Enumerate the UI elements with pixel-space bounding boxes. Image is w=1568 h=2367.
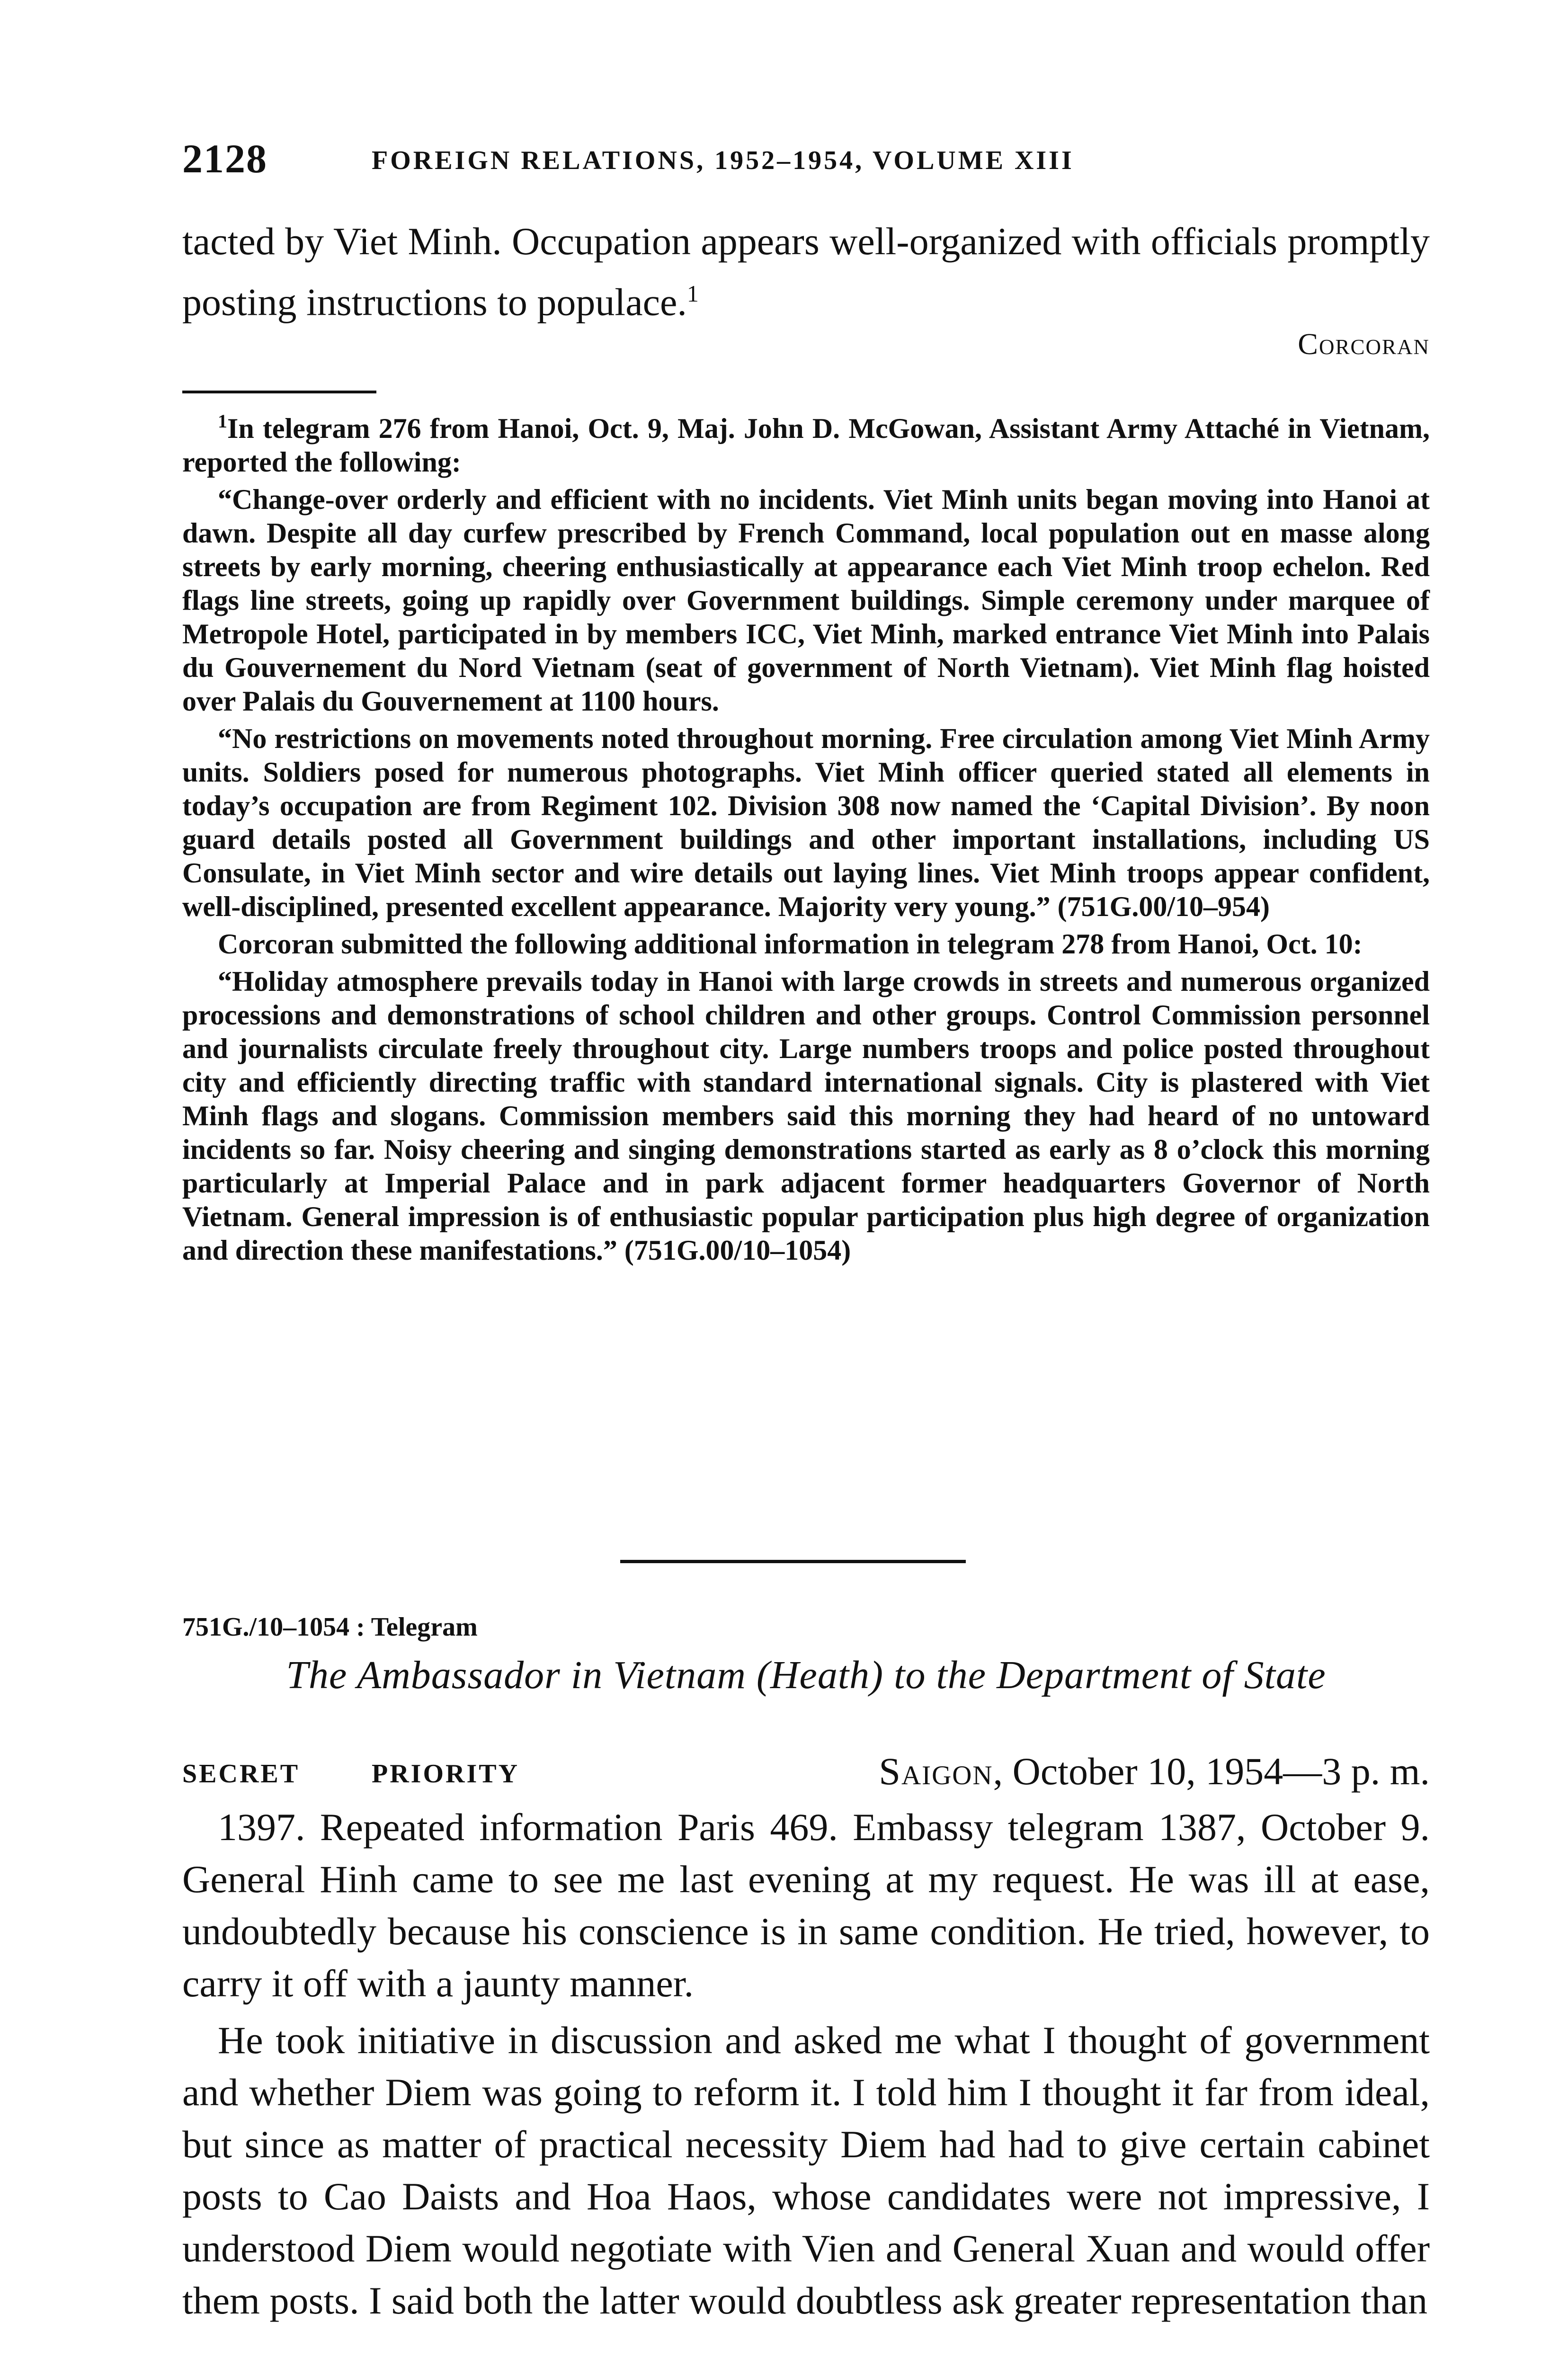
footnote-intro (182, 412, 1430, 479)
footnote-rule (182, 391, 376, 393)
running-header (182, 135, 1430, 187)
running-title: FOREIGN RELATIONS, 1952–1954, VOLUME XIII (372, 146, 1074, 175)
message-paragraph-1: 1397. Repeated information Paris 469. Embassy telegram 1387, October 9. General Hinh came to see me last evening at my request. He was ill at ease, undoubtedly because his conscience is in same condition. He tried, however, to carry it off with a jaunty manner. (182, 1806, 1430, 2005)
footnote-quote-1: “Change-over orderly and efficient with no incidents. Viet Minh units began moving into Hanoi at dawn. Despite all day curfew prescribed by French Command, local population out en masse along streets by early morning, cheering enthusiastically at appearance each Viet Minh troop echelon. Red flags line streets, going up rapidly over Government buildings. Simple ceremony under marquee of Metropole Hotel, participated in by members ICC, Viet Minh, marked entrance Viet Minh into Palais du Gouvernement du Nord Vietnam (seat of government of North Vietnam). Viet Minh flag hoisted over Palais du Gouvernement at 1100 hours. (182, 484, 1430, 717)
page-number: 2128 (182, 136, 267, 181)
precedence: PRIORITY (372, 1759, 520, 1789)
message-paragraph-2: He took initiative in discussion and asked me what I thought of government and whether Diem was going to reform it. I told him I thought it far from ideal, but since as matter of practical necessity Diem had had to give certain cabinet posts to Cao Daists and Hoa Haos, whose candidates were not impressive, I understood Diem would negotiate with Vien and General Xuan and would offer them posts. I said both the latter would doubtless ask greater representation than (182, 2019, 1430, 2322)
footnote-intro-text: In telegram 276 from Hanoi, Oct. 9, Maj. John D. McGowan, Assistant Army Attaché in Vietnam, reported the following: (182, 413, 1430, 478)
continued-text (182, 215, 1430, 328)
footnotes (182, 412, 1430, 1271)
message-body (182, 1801, 1430, 2331)
footnote-reference: 1 (686, 280, 699, 307)
dateline (879, 1749, 1430, 1794)
document-file-reference: 751G./10–1054 : Telegram (182, 1612, 478, 1642)
footnote-quote-3: “Holiday atmosphere prevails today in Hanoi with large crowds in streets and numerous organized processions and demonstrations of school children and other groups. Control Commission personnel and journalists circulate freely throughout city. Large numbers troops and police posted throughout city and efficiently directing traffic with standard international signals. City is plastered with Viet Minh flags and slogans. Commission members said this morning they had heard of no untoward incidents so far. Noisy cheering and singing demonstrations started as early as 8 o’clock this morning particularly at Imperial Palace and in park adjacent former headquarters Governor of North Vietnam. General impression is of enthusiastic popular participation plus high degree of organization and direction these manifestations.” (751G.00/10–1054) (182, 966, 1430, 1266)
footnote-note-2: Corcoran submitted the following additional information in telegram 278 from Hanoi, Oct. 10: (218, 928, 1363, 960)
section-separator (620, 1560, 966, 1563)
dateline-place: Saigon (879, 1750, 993, 1793)
footnote-quote-2: “No restrictions on movements noted throughout morning. Free circulation among Viet Minh Army units. Soldiers posed for numerous photographs. Viet Minh officer queried stated all elements in today’s occupation are from Regiment 102. Division 308 now named the ‘Capital Division’. By noon guard details posted all Government buildings and other important installations, including US Consulate, in Viet Minh sector and wire details out laying lines. Viet Minh troops appear confident, well-disciplined, presented excellent appearance. Majority very young.” (751G.00/10–954) (182, 723, 1430, 922)
continued-paragraph (182, 215, 1430, 328)
dateline-date: , October 10, 1954—3 p. m. (993, 1750, 1430, 1793)
continued-paragraph-text: tacted by Viet Minh. Occupation appears well-organized with officials promptly posting instructions to populace. (182, 220, 1430, 324)
classification: SECRET (182, 1759, 300, 1789)
classification-line (182, 1749, 1430, 1797)
footnote-mark: 1 (218, 410, 227, 432)
document-title: The Ambassador in Vietnam (Heath) to the Department of State (286, 1653, 1326, 1697)
signer-name: Corcoran (1298, 327, 1430, 361)
